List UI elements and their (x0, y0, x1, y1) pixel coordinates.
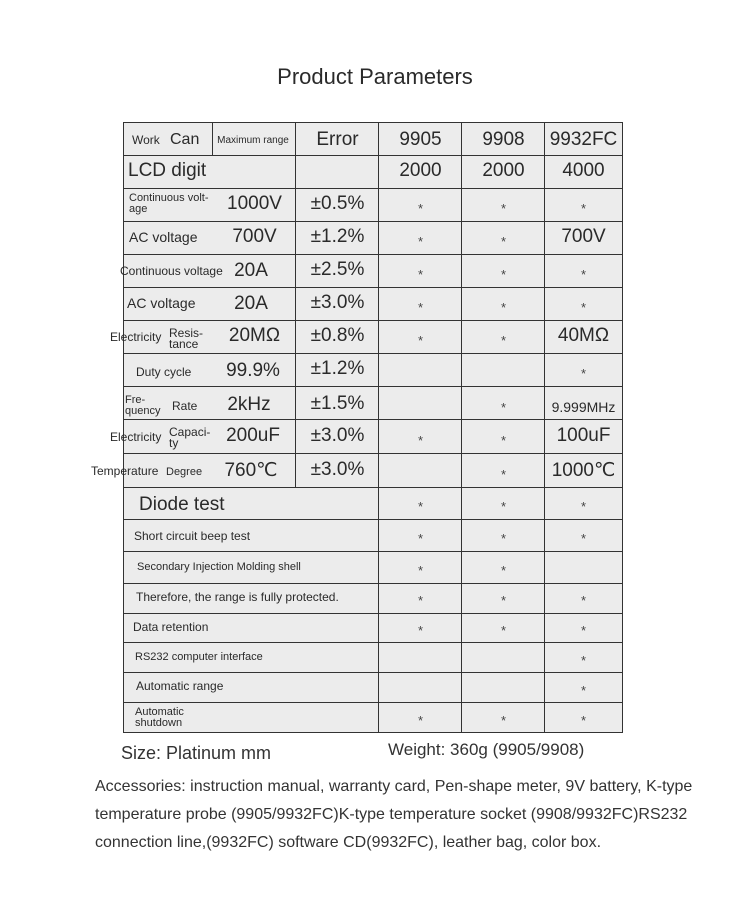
row-9932fc: 40MΩ (557, 325, 610, 346)
header-can: Can (170, 131, 200, 148)
row-label: Continuous volt- age (129, 192, 209, 215)
row-9932fc: 700V (561, 226, 606, 247)
row-9905 (379, 360, 462, 386)
row-9905: * (417, 332, 424, 348)
feature-label: Short circuit beep test (134, 529, 251, 543)
row-error: ±1.2% (310, 226, 365, 247)
row-9905 (379, 461, 462, 487)
row-9905: * (417, 266, 424, 282)
row-range: 760℃ (224, 459, 278, 481)
row-9932fc: 100uF (556, 425, 611, 446)
row-9908: * (500, 299, 507, 315)
feature-9908: * (500, 622, 507, 638)
feature-9905 (379, 678, 462, 702)
header-work: Work (132, 133, 160, 147)
row-error: ±3.0% (310, 292, 365, 313)
row-9905: * (417, 200, 424, 216)
feature-9908: * (500, 712, 507, 728)
row-outer-label: Temperature (91, 464, 159, 478)
header-model-9905: 9905 (399, 129, 442, 150)
row-9908: * (500, 266, 507, 282)
feature-9932fc: * (580, 498, 587, 514)
row-outer-label: Fre- quency (125, 394, 161, 417)
feature-9908 (462, 648, 545, 672)
row-9932fc: 1000℃ (551, 459, 616, 481)
weight-text: Weight: 360g (9905/9908) (388, 740, 585, 759)
row-label: Degree (166, 466, 203, 478)
row-9908: * (500, 233, 507, 249)
row-9932fc: * (580, 299, 587, 315)
header-model-9932fc: 9932FC (549, 129, 618, 150)
feature-label: Secondary Injection Molding shell (137, 561, 301, 573)
feature-9932fc: * (580, 712, 587, 728)
row-9908: * (500, 399, 507, 415)
row-9932fc: * (580, 266, 587, 282)
row-label: Continuous voltage (120, 264, 223, 278)
feature-label: Automatic shutdown (135, 706, 184, 729)
row-9908: * (500, 332, 507, 348)
row-range: 700V (232, 226, 277, 247)
row-range: 1000V (227, 193, 282, 214)
row-range: 2kHz (227, 394, 271, 415)
accessories-line: temperature probe (9905/9932FC)K-type temperature socket (9908/9932FC)RS232 (95, 806, 688, 823)
row-label: Capaci- ty (169, 425, 211, 450)
feature-9932fc: * (580, 652, 587, 668)
feature-9905 (379, 648, 462, 672)
feature-9908: * (500, 530, 507, 546)
header-model-9908: 9908 (482, 129, 525, 150)
row-label: Resis- tance (169, 326, 204, 351)
row-9932fc: 9.999MHz (551, 399, 616, 415)
feature-9908: * (500, 498, 507, 514)
page-title: Product Parameters (277, 64, 473, 89)
feature-label: RS232 computer interface (135, 651, 263, 663)
row-error: ±2.5% (310, 259, 365, 280)
lcd-9905: 2000 (399, 160, 442, 181)
row-error: ±1.2% (310, 358, 365, 379)
row-9908: * (500, 200, 507, 216)
feature-9905: * (417, 622, 424, 638)
lcd-9908: 2000 (482, 160, 525, 181)
row-outer-label: Electricity (110, 430, 162, 444)
feature-9932fc: * (580, 682, 587, 698)
row-error: ±3.0% (310, 425, 365, 446)
feature-9905: * (417, 562, 424, 578)
row-9905: * (417, 299, 424, 315)
accessories-text (95, 773, 692, 857)
feature-label: Automatic range (136, 679, 224, 693)
size-text: Size: Platinum mm (121, 743, 272, 763)
feature-9932fc: * (580, 622, 587, 638)
row-outer-label: Electricity (110, 330, 162, 344)
row-label: AC voltage (127, 295, 196, 311)
row-range: 20MΩ (228, 325, 281, 346)
row-range: 20A (234, 260, 268, 281)
feature-9905: * (417, 530, 424, 546)
feature-9905: * (417, 592, 424, 608)
feature-label: Therefore, the range is fully protected. (136, 590, 339, 604)
feature-label: Data retention (133, 620, 209, 634)
row-9905: * (417, 233, 424, 249)
row-range: 99.9% (226, 360, 280, 381)
row-label: Rate (172, 399, 198, 413)
feature-9908: * (500, 592, 507, 608)
row-error: ±0.5% (310, 193, 365, 214)
feature-9932fc: * (580, 530, 587, 546)
feature-9908 (462, 678, 545, 702)
row-error: ±1.5% (310, 393, 365, 414)
row-9932fc: * (580, 365, 587, 381)
lcd-9932fc: 4000 (562, 160, 605, 181)
row-9908: * (500, 466, 507, 482)
row-error: ±3.0% (310, 459, 365, 480)
row-range: 200uF (226, 425, 280, 446)
row-9905: * (417, 432, 424, 448)
header-error: Error (316, 129, 359, 150)
feature-9908: * (500, 562, 507, 578)
accessories-line: Accessories: instruction manual, warranty card, Pen-shape meter, 9V battery, K-type (95, 778, 693, 795)
feature-9905: * (417, 712, 424, 728)
row-9932fc: * (580, 200, 587, 216)
feature-9932fc (545, 558, 622, 582)
row-9908 (462, 360, 545, 386)
row-label: Duty cycle (136, 365, 192, 379)
row-error: ±0.8% (310, 325, 365, 346)
row-9908: * (500, 432, 507, 448)
feature-9932fc: * (580, 592, 587, 608)
lcd-label: LCD digit (128, 160, 207, 181)
row-9905 (379, 394, 462, 420)
accessories-line: connection line,(9932FC) software CD(9932FC), leather bag, color box. (95, 834, 602, 851)
row-label: AC voltage (129, 229, 198, 245)
feature-9905: * (417, 498, 424, 514)
header-max-range: Maximum range (217, 134, 289, 146)
feature-label: Diode test (139, 494, 225, 515)
row-range: 20A (234, 293, 268, 314)
